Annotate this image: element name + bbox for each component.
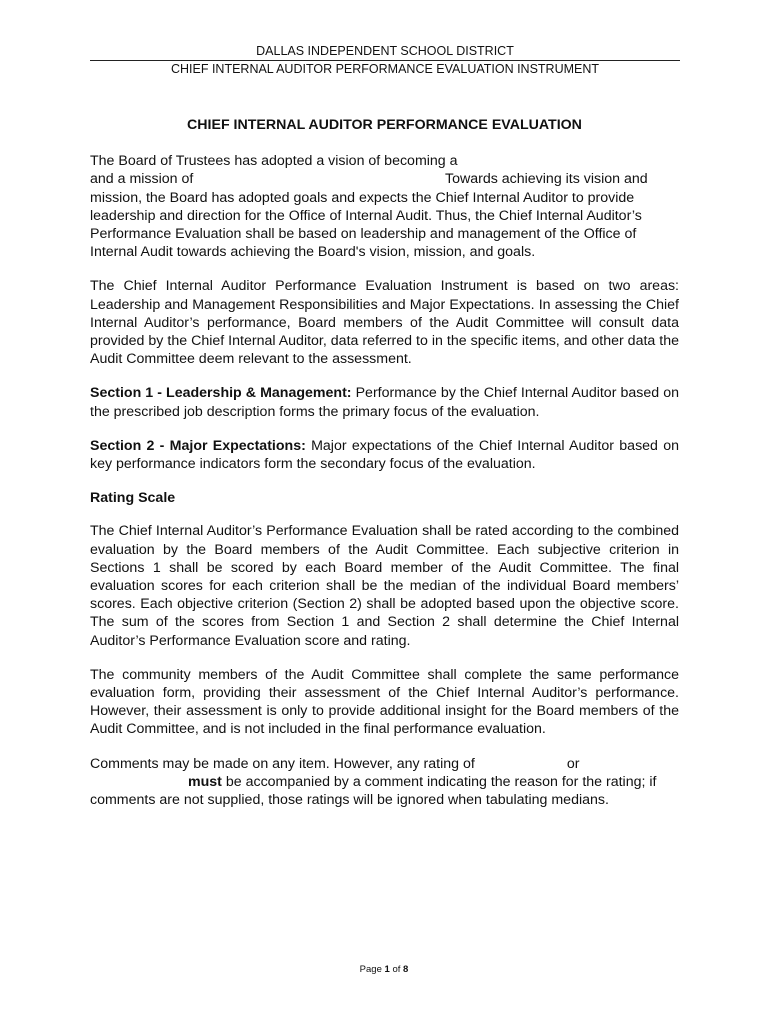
section1-label: Section 1 - Leadership & Management: bbox=[90, 385, 352, 402]
instrument-paragraph: The Chief Internal Auditor Performance Evaluation Instrument is based on two areas: Leadership and Management Responsibilities and Major Expectations. In assessing the Chief Internal Auditor’s performance, Board members of the Audit Committee will consult data provided by the Chief Internal Auditor, data referred to in the specific items, and other data the Audit Committee deem relevant to the assessment. bbox=[90, 278, 679, 368]
comments-must: must bbox=[188, 773, 222, 790]
page-title: CHIEF INTERNAL AUDITOR PERFORMANCE EVALUATION bbox=[187, 117, 582, 133]
page-footer bbox=[0, 964, 768, 975]
header-rule bbox=[90, 60, 680, 61]
rating-scale-paragraph: The Chief Internal Auditor’s Performance Evaluation shall be rated according to the combined evaluation by the Board members of the Audit Committee. Each subjective criterion in Sections 1 shall be scored by each Board member of the Audit Committee. The final evaluation scores for each criterion shall be the median of the individual Board members’ scores. Each objective criterion (Section 2) shall be adopted based upon the objective score. The sum of the scores from Section 1 and Section 2 shall determine the Chief Internal Auditor’s Performance Evaluation score and rating. bbox=[90, 523, 679, 649]
page-total: 8 bbox=[403, 964, 409, 975]
vision-paragraph bbox=[90, 152, 679, 261]
comments-paragraph bbox=[90, 755, 679, 810]
section1-text: Performance by the Chief Internal Auditor based on the prescribed job description forms the primary focus of the evaluation. bbox=[90, 385, 679, 420]
section1-paragraph bbox=[90, 384, 679, 420]
vision-line1: The Board of Trustees has adopted a vision of becoming a bbox=[90, 153, 458, 170]
page-number: 1 bbox=[384, 964, 390, 975]
comments-rest: be accompanied by a comment indicating the reason for the rating; if comments are not supplied, those ratings will be ignored when tabulating medians. bbox=[90, 773, 657, 809]
instrument-title: CHIEF INTERNAL AUDITOR PERFORMANCE EVALUATION INSTRUMENT bbox=[170, 62, 600, 76]
vision-line2-start: and a mission of bbox=[90, 171, 194, 188]
of-word: of bbox=[392, 964, 401, 975]
document-body bbox=[90, 116, 679, 825]
section2-paragraph bbox=[90, 437, 679, 473]
district-name: DALLAS INDEPENDENT SCHOOL DISTRICT bbox=[256, 44, 514, 58]
section2-label: Section 2 - Major Expectations: bbox=[90, 437, 306, 454]
page-word: Page bbox=[359, 964, 382, 975]
community-paragraph: The community members of the Audit Committee shall complete the same performance evaluation form, providing their assessment of the Chief Internal Auditor’s performance. However, their assessment is only to provide additional insight for the Board members of the Audit Committee, and is not included in the final performance evaluation. bbox=[90, 666, 679, 738]
section2-text: Major expectations of the Chief Internal Auditor based on key performance indicators form the secondary focus of the evaluation. bbox=[90, 437, 679, 473]
comments-or: or bbox=[566, 755, 580, 772]
page-header bbox=[90, 44, 680, 77]
comments-line1-start: Comments may be made on any item. However, any rating of bbox=[90, 755, 475, 772]
rating-scale-heading: Rating Scale bbox=[90, 490, 176, 507]
vision-rest: Towards achieving its vision and mission, the Board has adopted goals and expects the Chief Internal Auditor to provide leadership and direction for the Office of Internal Audit. Thus, the Chief Internal Auditor’s Performance Evaluation shall be based on leadership and management of the Office of Internal Audit towards achieving the Board's vision, mission, and goals. bbox=[90, 171, 648, 261]
